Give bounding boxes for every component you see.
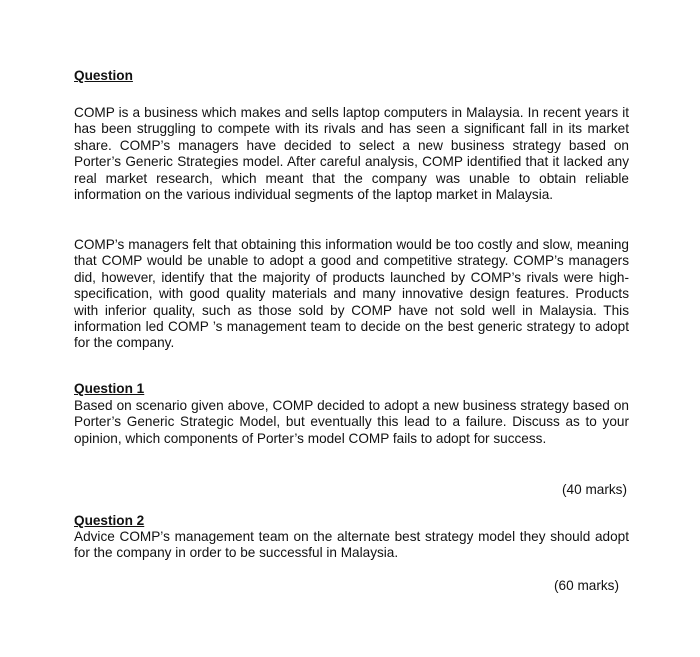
question-2-text: Advice COMP’s management team on the alternate best strategy model they should adopt for the company in order to be successful in Malaysia.	[74, 529, 629, 561]
question-2-heading: Question 2	[74, 513, 145, 528]
scenario-paragraph-1: COMP is a business which makes and sells laptop computers in Malaysia. In recent years it has been struggling to compete with its rivals and has seen a significant fall in its market share. COMP’s managers have decided to select a new business strategy based on Porter’s Generic Strategies model. After careful analysis, COMP identified that it lacked any real market research, which meant that the company was unable to obtain reliable information on the various individual segments of the laptop market in Malaysia.	[74, 105, 629, 203]
scenario-paragraph-2: COMP’s managers felt that obtaining this information would be too costly and slow, meaning that COMP would be unable to adopt a good and competitive strategy. COMP’s managers did, however, identify that the majority of products launched by COMP’s rivals were high-specification, with good quality materials and many innovative design features. Products with inferior quality, such as those sold by COMP have not sold well in Malaysia. This information led COMP ’s management team to decide on the best generic strategy to adopt for the company.	[74, 237, 629, 351]
question-1-marks: (40 marks)	[562, 482, 627, 497]
question-2-marks: (60 marks)	[554, 578, 619, 593]
question-1-text: Based on scenario given above, COMP decided to adopt a new business strategy based on Porter’s Generic Strategic Model, but eventually this lead to a failure. Discuss as to your opinion, which components of Porter’s model COMP fails to adopt for success.	[74, 398, 629, 446]
main-question-heading: Question	[74, 68, 133, 83]
question-1-heading: Question 1	[74, 381, 145, 396]
